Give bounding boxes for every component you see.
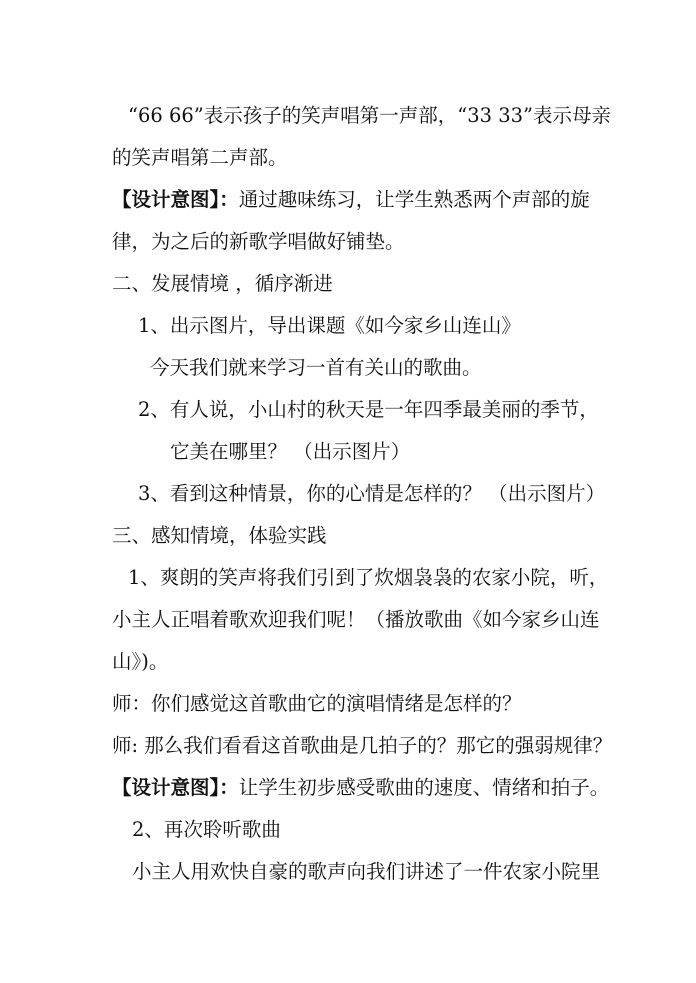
text-line-1: “66 66”表示孩子的笑声唱第一声部，“33 33”表示母亲 bbox=[128, 104, 612, 127]
text-line-19: 小主人用欢快自豪的歌声向我们讲述了一件农家小院里 bbox=[132, 860, 601, 883]
text-line-2: 的笑声唱第二声部。 bbox=[112, 146, 288, 169]
text-line-18: 2、再次聆听歌曲 bbox=[132, 818, 281, 841]
design-intent-paragraph-1 bbox=[112, 186, 590, 214]
text-line-4: 律，为之后的新歌学唱做好铺垫。 bbox=[112, 230, 405, 253]
text-line-12: 1、爽朗的笑声将我们引到了炊烟袅袅的农家小院，听， bbox=[128, 566, 609, 589]
design-intent-paragraph-2 bbox=[112, 774, 609, 802]
design-intent-text-2: 让学生初步感受歌曲的速度、情绪和拍子。 bbox=[238, 776, 610, 799]
design-intent-label-2: 【设计意图】： bbox=[112, 776, 239, 799]
design-intent-label: 【设计意图】： bbox=[112, 188, 239, 211]
text-line-6: 1、出示图片，导出课题《如今家乡山连山》 bbox=[138, 314, 521, 337]
section-heading-2: 二、发展情境 ，循序渐进 bbox=[112, 272, 333, 295]
section-heading-3: 三、感知情境，体验实践 bbox=[112, 524, 327, 547]
text-line-10: 3、看到这种情景，你的心情是怎样的？ （出示图片） bbox=[138, 482, 606, 505]
text-line-8: 2、有人说，小山村的秋天是一年四季最美丽的季节， bbox=[138, 398, 599, 421]
text-line-15: 师：你们感觉这首歌曲它的演唱情绪是怎样的？ bbox=[112, 692, 522, 715]
text-line-14: 山》)。 bbox=[112, 650, 169, 673]
text-line-16: 师: 那么我们看看这首歌曲是几拍子的？那它的强弱规律？ bbox=[112, 734, 613, 757]
text-line-9: 它美在哪里？ （出示图片） bbox=[170, 440, 411, 463]
design-intent-text-1: 通过趣味练习，让学生熟悉两个声部的旋 bbox=[238, 188, 590, 211]
text-line-7: 今天我们就来学习一首有关山的歌曲。 bbox=[150, 356, 482, 379]
text-line-13: 小主人正唱着歌欢迎我们呢！（播放歌曲《如今家乡山连 bbox=[112, 608, 600, 631]
